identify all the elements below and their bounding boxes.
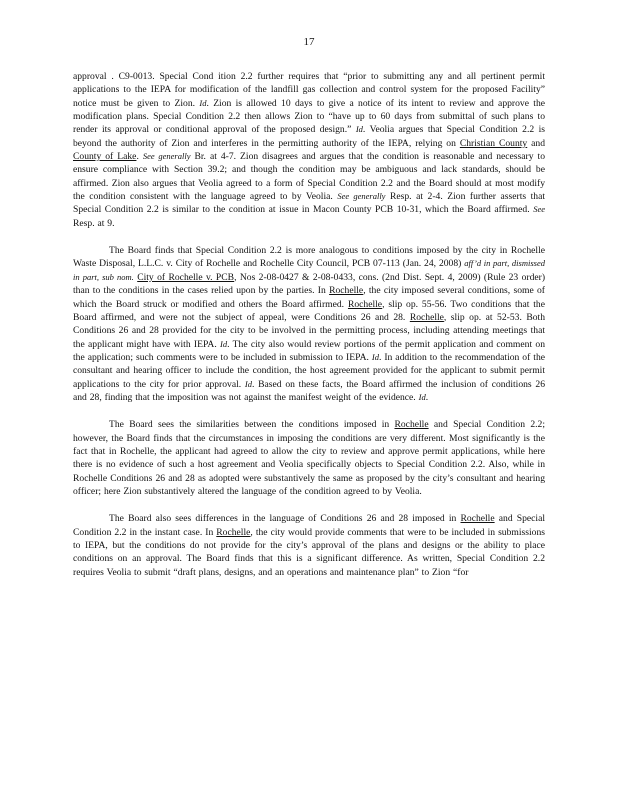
case-name: Rochelle: [347, 298, 383, 310]
text-run: Resp. at 9.: [73, 217, 115, 229]
italic-citation: See: [533, 204, 545, 215]
italic-citation: Id: [220, 338, 228, 349]
text-run: . Veolia argues that Special Condition 2.2 is beyond the authority of Zion and interferes in the permitting authority of the IEPA, relying on: [73, 124, 545, 149]
text-run: . The city also would review portions of the permit application and comment on the application; such comments were to be included in submission to IEPA.: [73, 338, 546, 363]
document-body: [73, 70, 545, 579]
page-number: 17: [303, 36, 315, 48]
italic-citation: Id: [244, 378, 252, 389]
italic-citation: Id: [199, 97, 207, 108]
text-run: The Board sees the similarities between the conditions imposed in: [109, 419, 395, 431]
text-run: Br. at 4-7. Zion disagrees and argues that the condition is reasonable and necessary to ensure compliance with Section 39.2; and though the condition may be ambiguous and lack standards, should be affirmed. Zion also argues that Veolia agreed to a form of Special Condition 2.2 and the Board should at most modify the condition consistent with the language agreed to by Veolia.: [73, 151, 545, 203]
text-run: .: [425, 391, 429, 403]
case-name: Christian County: [459, 137, 528, 149]
text-run: , the city imposed several conditions, some of which the Board struck or modified and others the Board affirmed.: [73, 285, 545, 310]
text-run: Resp. at 2-4. Zion further asserts that Special Condition 2.2 is similar to the condition at issue in Macon County PCB 10-31, which the Board affirmed.: [73, 191, 546, 216]
text-run: , Nos 2-08-0427 & 2-08-0433, cons. (2nd Dist. Sept. 4, 2009) (Rule 23 order) than to the conditions in the cases relied upon by the parties. In: [73, 271, 546, 297]
text-run: approval . C9-0013. Special Cond ition 2.2 further requires that “prior to submitting any and all pertinent permit applications to the IEPA for modification of the landfill gas collection and control system for the proposed Facility” notice must be given to Zion.: [73, 71, 545, 109]
text-run: . Zion is allowed 10 days to give a notice of its intent to review and approve the modification plans. Special Condition 2.2 then allows Zion to “have up to 60 days from submittal of such plans to render its approval or conditional approval of the proposed design.”: [73, 97, 545, 136]
case-name: County of Lake: [73, 151, 137, 163]
italic-citation: Id: [371, 351, 379, 362]
case-name: Rochelle: [329, 285, 364, 297]
case-name: Rochelle: [216, 526, 251, 538]
paragraph-4: [73, 512, 545, 579]
text-run: The Board also sees differences in the language of Conditions 26 and 28 imposed in: [109, 513, 461, 525]
case-name: Rochelle: [394, 419, 429, 431]
case-name: City of Rochelle v. PCB: [137, 271, 235, 283]
text-run: .: [136, 151, 143, 163]
text-run: The Board finds that Special Condition 2.2 is more analogous to conditions imposed by the city in Rochelle Waste Disposal, L.L.C. v. City of Rochelle and Rochelle City Council, PCB 07-113 (Jan. 24, 2008): [73, 245, 545, 270]
italic-citation: aff’d in part, dismissed in part, sub nom.: [73, 258, 545, 282]
italic-citation: Id: [355, 124, 363, 135]
text-run: and Special Condition 2.2; however, the Board finds that the circumstances in imposing the conditions are very different. Most significantly is the fact that in Rochelle, the applicant had agreed to allow the city to review and approve permit applications, while here there is no evidence of such a host agreement and Veolia specifically objects to Special Condition 2.2. Also, while in Rochelle Conditions 26 and 28 as adopted were substantively the same as proposed by the city’s consultant and hearing officer; here Zion substantively altered the language of the condition agreed to by Veolia.: [73, 419, 545, 497]
text-run: , the city would provide comments that were to be included in submissions to IEPA, but the conditions do not provide for the city’s approval of the plans and designs or the ability to place conditions on an approval. The Board finds that this is a significant difference. As written, Special Condition 2.2 requires Veolia to submit “draft plans, designs, and an operations and maintenance plan” to Zion “for: [73, 526, 545, 578]
italic-citation: See generally: [337, 191, 386, 202]
paragraph-3: [73, 418, 545, 498]
case-name: Rochelle: [460, 513, 495, 525]
text-run: , slip op. 55-56. Two conditions that the Board affirmed, and were not the subject of appeal, were Conditions 26 and 28.: [73, 298, 545, 323]
paragraph-2: [73, 244, 545, 404]
italic-citation: See generally: [142, 151, 191, 162]
italic-citation: Id: [418, 391, 426, 402]
text-run: and Special Condition 2.2 in the instant case. In: [73, 513, 546, 538]
text-run: . In addition to the recommendation of the consultant and hearing officer to include the condition, the host agreement provided for the applicant to submit permit applications to the city for prior approval.: [73, 351, 545, 390]
case-name: Rochelle: [409, 311, 444, 323]
paragraph-1: [73, 70, 545, 230]
text-run: , slip op. at 52-53. Both Conditions 26 and 28 provided for the city to be involved in the permitting process, including attending meetings that the applicant might have with IEPA.: [73, 311, 545, 350]
text-run: and: [527, 137, 546, 149]
text-run: . Based on these facts, the Board affirmed the inclusion of conditions 26 and 28, finding that the imposition was not against the manifest weight of the evidence.: [73, 378, 545, 403]
